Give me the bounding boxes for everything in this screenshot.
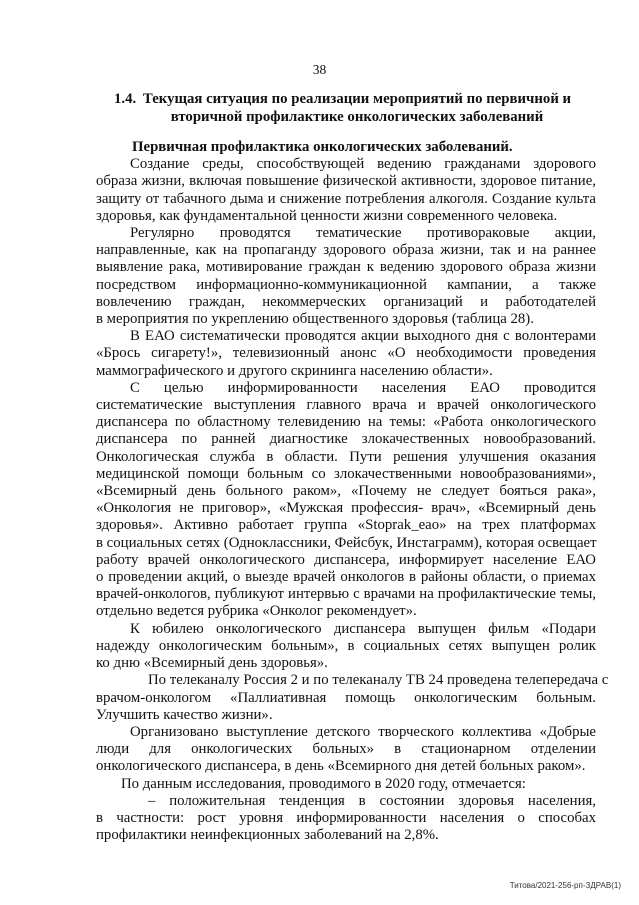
subheading: Первичная профилактика онкологических заболеваний. bbox=[132, 139, 513, 155]
text-line: систематические выступления главного врача и врачей онкологического bbox=[96, 397, 596, 414]
text-line: «Всемирный день больного раком», «Почему не следует бояться рака», bbox=[96, 483, 596, 500]
text-line: защиту от табачного дыма и снижение потребления алкоголя. Создание культа bbox=[96, 190, 596, 207]
text-line: выявление рака, мотивирование граждан к ведению здорового образа жизни bbox=[96, 259, 596, 276]
text-line: «Онкология не приговор», «Мужская профессия- врач», «Всемирный день bbox=[96, 500, 596, 517]
paragraph-research bbox=[96, 776, 596, 845]
text-line: надежду онкологическим больным», в социальных сетях выпущен ролик bbox=[96, 637, 596, 654]
text-line: диспансера по областному телевидению на темы: «Работа онкологического bbox=[96, 414, 596, 431]
text-line: в частности: рост уровня информированности населения о способах bbox=[96, 809, 596, 826]
text-line: в социальных сетях (Одноклассники, Фейсбук, Инстаграмм), которая освещает bbox=[96, 534, 597, 551]
text-line: в мероприятия по укреплению общественного здоровья (таблица 28). bbox=[96, 311, 534, 328]
text-line: маммографического и другого скрининга населению области». bbox=[96, 362, 493, 379]
section-title-line-2: вторичной профилактике онкологических заболеваний bbox=[170, 108, 544, 125]
text-line: работу врачей онкологического диспансера, информирует население ЕАО bbox=[96, 551, 596, 568]
paragraph-environment bbox=[96, 156, 596, 225]
paragraph-eao-actions bbox=[96, 328, 596, 380]
text-line: Онкологическая служба в области. Пути решения улучшения оказания bbox=[96, 448, 596, 465]
text-line: ко дню «Всемирный день здоровья». bbox=[96, 655, 328, 672]
text-line: диспансера по ранней диагностике злокачественных новообразований. bbox=[96, 431, 596, 448]
paragraph-tv-appearances bbox=[96, 380, 596, 621]
text-line: – положительная тенденция в состоянии здоровья населения, bbox=[148, 792, 596, 809]
paragraph-children-collective bbox=[96, 724, 596, 776]
text-line: «Брось сигарету!», телевизионный анонс «О необходимости проведения bbox=[96, 345, 596, 362]
text-line: Регулярно проводятся тематические противораковые акции, bbox=[130, 225, 596, 242]
text-line: вовлечению граждан, некоммерческих организаций и работодателей bbox=[96, 293, 596, 310]
paragraph-tv-program bbox=[96, 672, 609, 724]
section-heading bbox=[114, 91, 584, 126]
text-line: К юбилею онкологического диспансера выпущен фильм «Подари bbox=[130, 620, 596, 637]
text-line: здоровья, как фундаментальной ценности жизни современного человека. bbox=[96, 207, 558, 224]
paragraph-film bbox=[96, 621, 596, 673]
section-number: 1.4. bbox=[114, 91, 137, 107]
text-line: образа жизни, включая повышение физической активности, здоровое питание, bbox=[96, 173, 596, 190]
text-line: медицинской помощи больным со злокачественными новообразованиями», bbox=[96, 465, 596, 482]
text-line: По телеканалу Россия 2 и по телеканалу ТВ 24 проведена телепередача с bbox=[148, 672, 609, 689]
text-line: Организовано выступление детского творческого коллектива «Добрые bbox=[130, 723, 596, 740]
text-line: онкологического диспансера, в день «Всемирного дня детей больных раком». bbox=[96, 758, 586, 775]
text-line: Создание среды, способствующей ведению гражданами здорового bbox=[130, 156, 596, 173]
text-line: направленные, как на пропаганду здорового образа жизни, так и на раннее bbox=[96, 242, 596, 259]
text-line: о проведении акций, о выезде врачей онкологов в районы области, о приемах bbox=[96, 569, 596, 586]
text-line: По данным исследования, проводимого в 2020 году, отмечается: bbox=[121, 775, 526, 792]
body-text bbox=[96, 139, 609, 844]
text-line: профилактики неинфекционных заболеваний на 2,8%. bbox=[96, 827, 439, 844]
text-line: отдельно ведется рубрика «Онколог рекомендует». bbox=[96, 603, 417, 620]
text-line: Улучшить качество жизни». bbox=[96, 706, 273, 723]
section-title-line-1: Текущая ситуация по реализации мероприятий по первичной и bbox=[142, 91, 572, 107]
paragraph-campaigns bbox=[96, 225, 596, 328]
text-line: посредством информационно-коммуникационной кампании, а также bbox=[96, 276, 596, 293]
text-line: С целью информированности населения ЕАО проводится bbox=[130, 379, 596, 396]
text-line: врачей-онкологов, публикуют интервью с врачами на профилактические темы, bbox=[96, 586, 596, 603]
text-line: здоровья». Активно работает группа «Stoprak_eao» на трех платформах bbox=[96, 517, 596, 534]
page-number: 38 bbox=[312, 62, 327, 77]
text-line: люди для онкологических больных» в стационарном отделении bbox=[96, 741, 596, 758]
footer-stamp: Титова/2021-256-рп-ЗДРАВ(1) bbox=[509, 881, 621, 890]
text-line: врачом-онкологом «Паллиативная помощь онкологическим больным. bbox=[96, 689, 596, 706]
text-line: В ЕАО систематически проводятся акции выходного дня с волонтерами bbox=[130, 328, 596, 345]
